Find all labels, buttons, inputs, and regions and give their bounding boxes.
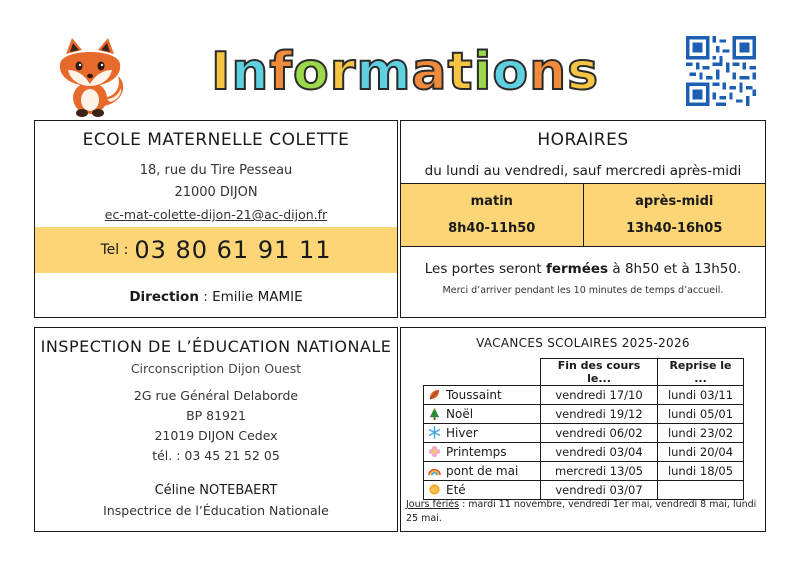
title-letter: r <box>329 42 357 102</box>
afternoon-label: après-midi <box>635 194 714 209</box>
vacation-name: Toussaint <box>446 388 502 402</box>
title-letter: a <box>411 42 448 102</box>
header-resume: Reprise le ... <box>658 359 744 386</box>
feries-label: Jours fériés <box>406 499 460 510</box>
vacation-name-cell <box>424 405 541 424</box>
vacation-resume-cell: lundi 18/05 <box>658 462 744 481</box>
horaires-box <box>400 120 766 318</box>
title-letter: s <box>567 42 600 102</box>
inspection-box <box>34 327 398 532</box>
table-row <box>424 462 744 481</box>
inspector-name: Céline NOTEBAERT <box>154 483 278 498</box>
inspection-tel: tél. : 03 45 21 52 05 <box>152 448 280 463</box>
vacation-resume-cell: lundi 23/02 <box>658 424 744 443</box>
table-row <box>424 481 744 500</box>
tel-number[interactable]: 03 80 61 91 11 <box>134 236 332 264</box>
table-header-row <box>424 359 744 386</box>
vacation-end-cell: vendredi 03/04 <box>541 443 658 462</box>
flower-icon <box>428 445 441 458</box>
title-letter: f <box>269 42 293 102</box>
table-row <box>424 424 744 443</box>
direction-line <box>35 289 397 305</box>
title-letter: t <box>447 42 474 102</box>
vacation-name: Eté <box>446 483 466 497</box>
horaires-days: du lundi au vendredi, sauf mercredi après-midi <box>424 163 742 179</box>
feries-text: : mardi 11 novembre, vendredi 1er mai, vendredi 8 mai, lundi 25 mai. <box>406 499 757 524</box>
school-name: ECOLE MATERNELLE COLETTE <box>82 130 350 150</box>
vacation-resume-cell: lundi 20/04 <box>658 443 744 462</box>
inspector-role: Inspectrice de l’Éducation Nationale <box>103 503 329 518</box>
inspection-title: INSPECTION DE L’ÉDUCATION NATIONALE <box>40 337 392 356</box>
circonscription: Circonscription Dijon Ouest <box>130 361 302 376</box>
horaires-title: HORAIRES <box>537 130 629 150</box>
vacation-resume-cell: lundi 03/11 <box>658 386 744 405</box>
morning-label: matin <box>470 194 513 209</box>
school-email-link[interactable]: ec-mat-colette-dijon-21@ac-dijon.fr <box>104 207 328 222</box>
morning-hours: 8h40-11h50 <box>448 221 536 236</box>
table-row <box>424 405 744 424</box>
autumn-leaf-icon <box>428 388 441 401</box>
table-row <box>424 386 744 405</box>
arrival-note: Merci d’arriver pendant les 10 minutes de temps d’accueil. <box>442 285 724 296</box>
vacation-name-cell <box>424 386 541 405</box>
vacation-name-cell <box>424 424 541 443</box>
vacation-name: pont de mai <box>446 464 519 478</box>
vacation-name: Noël <box>446 407 474 421</box>
inspection-city: 21019 DIJON Cedex <box>154 428 278 443</box>
inspection-bp: BP 81921 <box>186 408 246 423</box>
vacances-table <box>423 358 744 500</box>
afternoon-column <box>583 184 766 246</box>
vacation-name: Printemps <box>446 445 507 459</box>
vacation-name-cell <box>424 443 541 462</box>
vacation-resume-cell <box>658 481 744 500</box>
doors-notice <box>401 261 765 277</box>
direction-label: Direction <box>129 289 199 305</box>
title-letter: m <box>356 42 412 102</box>
title-letter: n <box>529 42 568 102</box>
vacation-end-cell: vendredi 17/10 <box>541 386 658 405</box>
doors-text-before: Les portes seront <box>424 261 546 277</box>
table-row <box>424 443 744 462</box>
rainbow-icon <box>428 464 441 477</box>
sun-icon <box>428 483 441 496</box>
afternoon-hours: 13h40-16h05 <box>626 221 723 236</box>
vacation-name-cell <box>424 462 541 481</box>
title-letter: o <box>492 42 530 102</box>
phone-band <box>35 227 397 273</box>
title-letter: o <box>292 42 330 102</box>
fox-icon <box>52 36 130 118</box>
title-letter: I <box>210 42 232 102</box>
christmas-tree-icon <box>428 407 441 420</box>
schedule-band <box>401 183 765 247</box>
snowflake-icon <box>428 426 441 439</box>
title-letter: i <box>473 42 493 102</box>
morning-column <box>401 184 583 246</box>
vacation-name-cell <box>424 481 541 500</box>
school-city: 21000 DIJON <box>174 185 258 200</box>
inspection-street: 2G rue Général Delaborde <box>133 388 299 403</box>
doors-text-after: à 8h50 et à 13h50. <box>608 261 742 277</box>
header-empty-cell <box>424 359 541 386</box>
vacation-resume-cell: lundi 05/01 <box>658 405 744 424</box>
vacation-end-cell: vendredi 06/02 <box>541 424 658 443</box>
school-box <box>34 120 398 318</box>
title-letter: n <box>231 42 270 102</box>
vacation-end-cell: mercredi 13/05 <box>541 462 658 481</box>
school-street: 18, rue du Tire Pesseau <box>139 163 293 178</box>
doors-text-bold: fermées <box>545 261 609 277</box>
informations-title <box>205 40 605 104</box>
vacation-end-cell: vendredi 19/12 <box>541 405 658 424</box>
director-name: Emilie MAMIE <box>212 289 303 305</box>
vacation-end-cell: vendredi 03/07 <box>541 481 658 500</box>
header-end: Fin des cours le... <box>541 359 658 386</box>
qr-code-icon <box>686 36 756 106</box>
jours-feries <box>406 498 759 526</box>
tel-label: Tel : <box>100 242 129 258</box>
vacances-title: VACANCES SCOLAIRES 2025-2026 <box>476 336 690 350</box>
vacation-name: Hiver <box>446 426 478 440</box>
direction-separator: : <box>198 289 213 305</box>
vacances-box <box>400 327 766 532</box>
